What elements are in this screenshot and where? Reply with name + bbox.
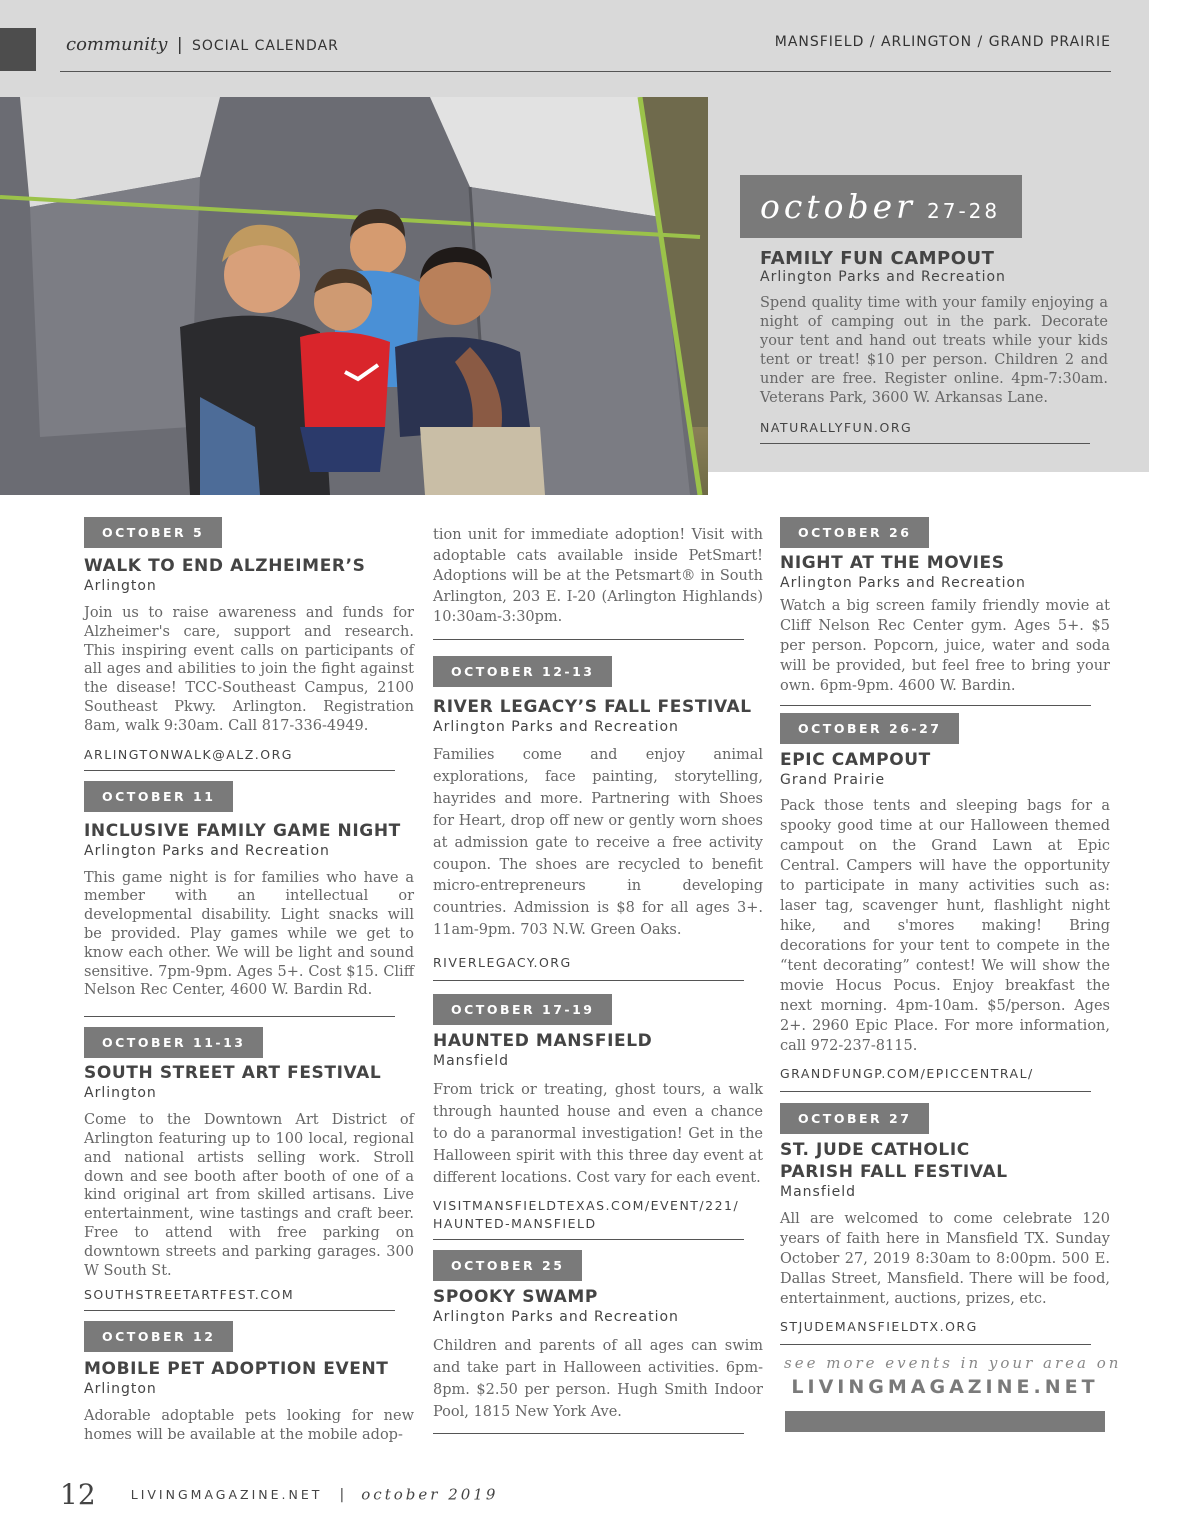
corner-block <box>0 28 36 71</box>
event-org: Arlington Parks and Recreation <box>84 842 330 859</box>
event-title: INCLUSIVE FAMILY GAME NIGHT <box>84 820 401 841</box>
event-description: All are welcomed to come celebrate 120 years of faith here in Mansfield TX. Sunday October 27, 2019 8:30am to 8:00pm. 500 E. Dallas Street, Mansfield. There will be food, entertainment, auctions, prizes, etc. <box>780 1211 1110 1307</box>
promo-site-link[interactable]: LIVINGMAGAZINE.NET <box>791 1376 1099 1398</box>
event-date-tag: OCTOBER 5 <box>84 517 222 548</box>
event-title: NIGHT AT THE MOVIES <box>780 553 1005 573</box>
event-walk-alzheimers <box>84 517 414 771</box>
event-description: Pack those tents and sleeping bags for a spooky good time at our Halloween themed campout on the Grand Lawn at Epic Central. Campers will have the opportunity to participate in many activities such as: laser tag, scavenger hunt, flashlight night hike, and s'mores making! Bring decorations for your tent to compete in the “tent decorating” contest! We will show the movie Hocus Pocus. Enjoy breakfast the next morning. 4pm-10am. $5/person. Ages 2+. 2960 Epic Place. For more information, call 972-237-8115. <box>780 798 1110 1054</box>
event-south-street-art <box>84 1027 414 1311</box>
event-rule <box>84 1310 395 1311</box>
event-title: RIVER LEGACY’S FALL FESTIVAL <box>433 696 752 717</box>
event-river-legacy <box>433 656 763 981</box>
event-date-tag: OCTOBER 25 <box>433 1250 582 1281</box>
promo-bar <box>785 1411 1105 1432</box>
featured-url[interactable]: NATURALLYFUN.ORG <box>760 420 913 435</box>
event-spooky-swamp <box>433 1250 763 1434</box>
header-rule <box>60 71 1111 72</box>
event-haunted-mansfield <box>433 994 763 1240</box>
event-org: Arlington Parks and Recreation <box>433 1309 679 1326</box>
header-separator: | <box>176 35 183 55</box>
event-rule <box>433 639 744 640</box>
event-date-tag: OCTOBER 26-27 <box>780 713 959 744</box>
event-epic-campout <box>780 713 1110 1092</box>
region-label: MANSFIELD / ARLINGTON / GRAND PRAIRIE <box>774 34 1111 50</box>
event-url[interactable]: RIVERLEGACY.ORG <box>433 955 572 971</box>
featured-days: 27-28 <box>927 199 1001 223</box>
featured-title: FAMILY FUN CAMPOUT <box>760 248 995 269</box>
featured-event <box>740 175 1110 444</box>
event-title: HAUNTED MANSFIELD <box>433 1031 653 1052</box>
section-script: community <box>66 34 168 55</box>
featured-rule <box>760 443 1090 444</box>
event-org: Arlington <box>84 578 157 594</box>
event-date-tag: OCTOBER 26 <box>780 517 929 548</box>
featured-org: Arlington Parks and Recreation <box>760 269 1006 285</box>
event-date-tag: OCTOBER 12 <box>84 1321 233 1352</box>
event-rule <box>780 1344 1091 1345</box>
section-title: SOCIAL CALENDAR <box>191 38 339 54</box>
event-st-jude-festival <box>780 1103 1110 1345</box>
section-header <box>66 34 339 55</box>
featured-month: october <box>760 187 916 226</box>
footer-issue: october 2019 <box>361 1485 499 1504</box>
event-rule <box>433 1433 744 1434</box>
event-date-tag: OCTOBER 27 <box>780 1103 929 1134</box>
event-rule <box>780 705 1091 706</box>
featured-description: Spend quality time with your family enjoying a night of camping out in the park. Decorate your tent and hand out treats while your kids tent or treat! $10 per person. Children 2 and under are free. Register online. 4pm-7:30am. Veterans Park, 3600 W. Arkansas Lane. <box>760 295 1108 406</box>
event-title: EPIC CAMPOUT <box>780 750 931 770</box>
event-pet-adoption <box>84 1321 414 1445</box>
promo-tagline: see more events in your area on <box>784 1354 1122 1372</box>
event-org: Arlington Parks and Recreation <box>780 575 1026 591</box>
pet-adoption-continued: tion unit for immediate adoption! Visit with adoptable cats available inside PetSmart! Adoptions will be at the Petsmart® in South Arlington, 203 E. I-20 (Arlington Highlands) 10:30am-3:30pm. <box>433 527 763 626</box>
event-url[interactable]: ARLINGTONWALK@ALZ.ORG <box>84 746 293 762</box>
event-night-movies <box>780 517 1110 706</box>
family-campout-photo <box>0 97 708 495</box>
event-date-tag: OCTOBER 11-13 <box>84 1027 263 1058</box>
event-description: Come to the Downtown Art District of Arlington featuring up to 100 local, regional and national artists selling work. Stroll down and see booth after booth of one of a kind original art from skilled artisans. Live entertainment, wine tastings and craft beer. Free to attend with free parking on downtown streets and parking garages. 300 W South St. <box>84 1112 414 1279</box>
featured-date-banner <box>740 175 1022 238</box>
page-footer <box>60 1478 498 1511</box>
event-org: Arlington <box>84 1381 157 1398</box>
event-title: SOUTH STREET ART FESTIVAL <box>84 1063 382 1084</box>
event-rule <box>780 1091 1091 1092</box>
event-game-night <box>84 781 414 1018</box>
event-description: Join us to raise awareness and funds for Alzheimer's care, support and research. This inspiring event calls on participants of all ages and abilities to join the fight against the disease! TCC-Southeast Campus, 2100 Southeast Pkwy. Arlington. Registration 8am, walk 9:30am. Call 817-336-4949. <box>84 605 414 734</box>
event-org: Arlington Parks and Recreation <box>433 718 679 735</box>
event-title: ST. JUDE CATHOLIC PARISH FALL FESTIVAL <box>780 1140 1008 1182</box>
event-description: From trick or treating, ghost tours, a walk through haunted house and even a chance to do a paranormal investigation! Get in the Halloween spirit with this three day event at different locations. Cost vary for each event. <box>433 1082 763 1187</box>
event-url[interactable]: SOUTHSTREETARTFEST.COM <box>84 1287 295 1303</box>
event-rule <box>84 1016 395 1017</box>
event-url[interactable]: VISITMANSFIELDTEXAS.COM/EVENT/221/ HAUNTED-MANSFIELD <box>433 1198 740 1232</box>
event-date-tag: OCTOBER 12-13 <box>433 656 612 687</box>
event-org: Mansfield <box>780 1184 857 1200</box>
event-url[interactable]: STJUDEMANSFIELDTX.ORG <box>780 1319 978 1334</box>
event-rule <box>433 980 744 981</box>
event-column-1 <box>84 517 414 1445</box>
event-column-3 <box>780 517 1110 1345</box>
event-org: Arlington <box>84 1085 157 1102</box>
event-date-tag: OCTOBER 11 <box>84 781 233 812</box>
event-description: This game night is for families who have a member with an intellectual or developmental disability. Light snacks will be provided. Play games while we get to know each other. We will be light and sound sensitive. 7pm-9pm. Ages 5+. Cost $15. Cliff Nelson Rec Center, 4600 W. Bardin Rd. <box>84 869 414 999</box>
event-rule <box>433 1239 744 1240</box>
event-column-2 <box>433 525 763 1434</box>
event-title: WALK TO END ALZHEIMER’S <box>84 556 366 576</box>
event-url[interactable]: GRANDFUNGP.COM/EPICCENTRAL/ <box>780 1066 1034 1081</box>
footer-separator: | <box>339 1486 345 1503</box>
page-number: 12 <box>60 1478 96 1511</box>
event-description: Watch a big screen family friendly movie at Cliff Nelson Rec Center gym. Ages 5+. $5 per person. Popcorn, juice, water and soda will be provided, but feel free to bring your own. 6pm-9pm. 4600 W. Bardin. <box>780 598 1110 694</box>
event-org: Mansfield <box>433 1053 510 1070</box>
footer-site: LIVINGMAGAZINE.NET <box>130 1487 323 1502</box>
event-description: Adorable adoptable pets looking for new homes will be available at the mobile adop- <box>84 1408 414 1444</box>
event-description: Families come and enjoy animal explorations, face painting, storytelling, hayrides and more. Partnering with Shoes for Heart, drop off new or gently worn shoes at admission gate to receive a free activity coupon. The shoes are recycled to benefit micro-entrepreneurs in developing countries. Admission is $8 for all ages 3+. 11am-9pm. 703 N.W. Green Oaks. <box>433 746 763 939</box>
event-title: SPOOKY SWAMP <box>433 1287 598 1308</box>
event-org: Grand Prairie <box>780 772 886 788</box>
event-title: MOBILE PET ADOPTION EVENT <box>84 1359 389 1380</box>
event-rule <box>84 770 395 771</box>
event-description: Children and parents of all ages can swim and take part in Halloween activities. 6pm-8pm. $2.50 per person. Hugh Smith Indoor Pool, 1815 New York Ave. <box>433 1338 763 1421</box>
event-date-tag: OCTOBER 17-19 <box>433 994 612 1025</box>
